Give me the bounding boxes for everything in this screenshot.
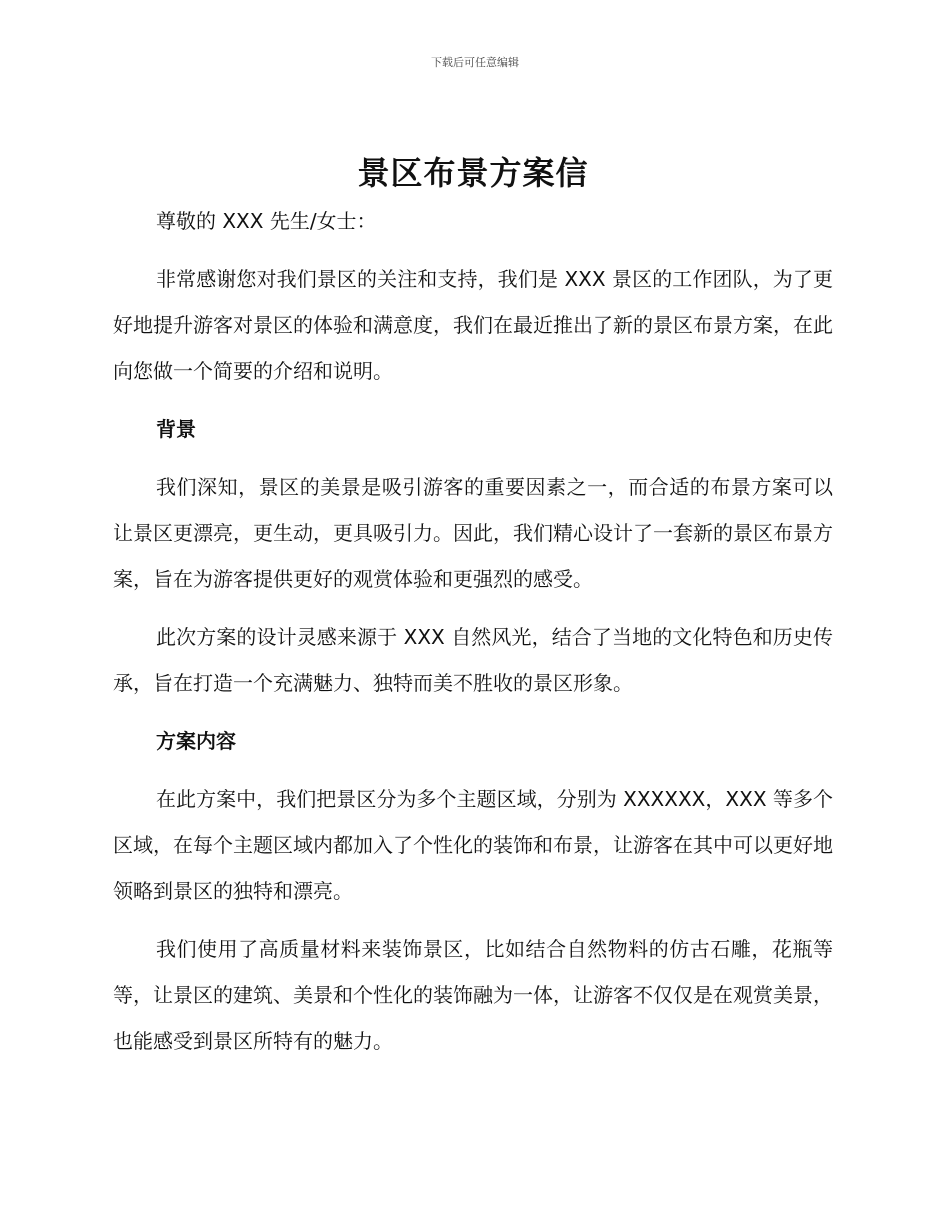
section-heading-background: 背景 [156,417,196,441]
document-title: 景区布景方案信 [357,154,589,192]
background-paragraph-2: 此次方案的设计灵感来源于 XXX 自然风光，结合了当地的文化特色和历史传承，旨在打造一个充满魅力、独特而美不胜收的景区形象。 [113,625,833,695]
plan-content-paragraph-1: 在此方案中，我们把景区分为多个主题区域，分别为 XXXXXX，XXX 等多个区域，在每个主题区域内都加入了个性化的装饰和布景，让游客在其中可以更好地领略到景区的独特和漂亮。 [113,787,833,903]
page-header-note: 下载后可任意编辑 [431,56,519,69]
intro-paragraph: 非常感谢您对我们景区的关注和支持，我们是 XXX 景区的工作团队，为了更好地提升游客对景区的体验和满意度，我们在最近推出了新的景区布景方案，在此向您做一个简要的介绍和说明。 [113,267,833,383]
plan-content-paragraph-2: 我们使用了高质量材料来装饰景区，比如结合自然物料的仿古石雕，花瓶等等，让景区的建筑、美景和个性化的装饰融为一体，让游客不仅仅是在观赏美景，也能感受到景区所特有的魅力。 [113,937,833,1053]
background-paragraph-1: 我们深知，景区的美景是吸引游客的重要因素之一，而合适的布景方案可以让景区更漂亮，更生动，更具吸引力。因此，我们精心设计了一套新的景区布景方案，旨在为游客提供更好的观赏体验和更强烈的感受。 [113,475,833,591]
letter-body [113,150,833,1076]
section-heading-plan-content: 方案内容 [156,729,236,753]
salutation: 尊敬的 XXX 先生/女士： [156,209,377,233]
